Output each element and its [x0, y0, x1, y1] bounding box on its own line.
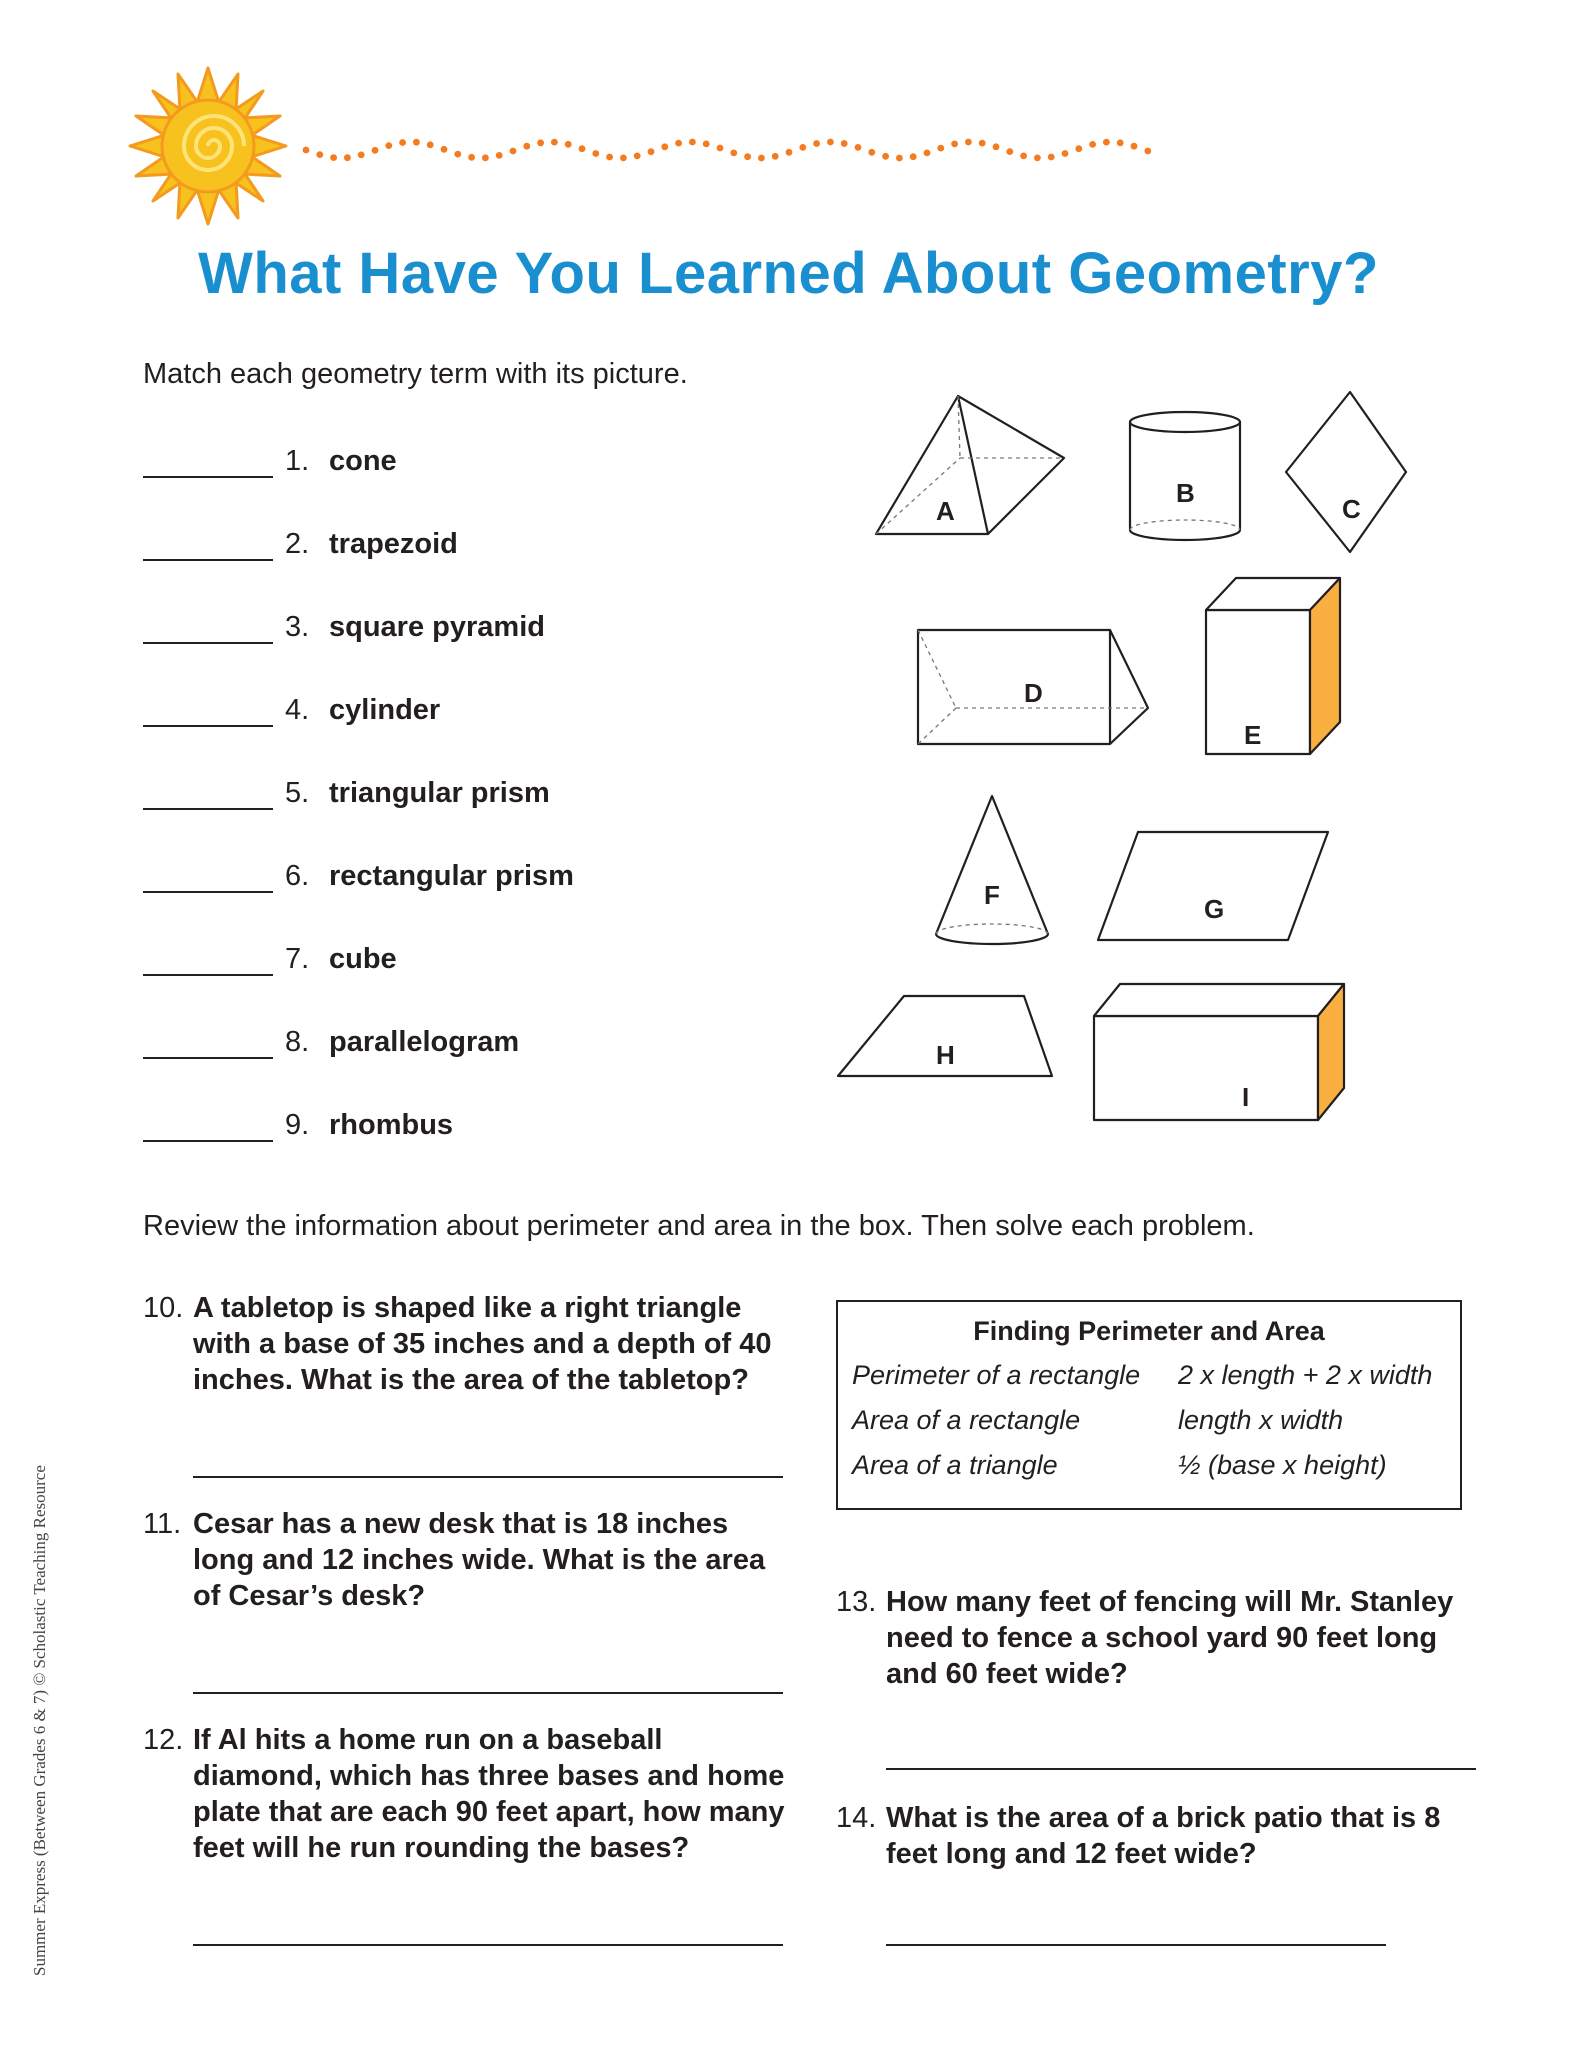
- term-row-5: [143, 770, 550, 810]
- term-word: rectangular prism: [329, 860, 574, 892]
- formula-label: Area of a triangle: [852, 1450, 1058, 1480]
- term-number: 1.: [285, 445, 310, 477]
- question-number: 10.: [143, 1292, 184, 1324]
- cone-shape-f: [936, 796, 1048, 944]
- decorative-dot: [1048, 154, 1055, 161]
- decorative-dot: [937, 145, 944, 152]
- term-number: 4.: [285, 694, 310, 726]
- decorative-dot: [330, 154, 337, 161]
- question-number: 13.: [836, 1586, 877, 1618]
- decorative-dot: [537, 139, 544, 146]
- shape-label-b: B: [1176, 478, 1195, 508]
- term-number: 6.: [285, 860, 310, 892]
- decorative-dot: [1131, 143, 1138, 150]
- decorative-dot: [717, 145, 724, 152]
- decorative-dot: [730, 150, 737, 157]
- decorative-dot: [841, 140, 848, 147]
- shape-label-h: H: [936, 1040, 955, 1070]
- term-number: 5.: [285, 777, 310, 809]
- decorative-dot: [606, 154, 613, 161]
- term-row-1: [143, 438, 397, 478]
- decorative-dot: [868, 149, 875, 156]
- decorative-dot: [855, 144, 862, 151]
- question-number: 12.: [143, 1724, 184, 1756]
- decorative-dot: [993, 143, 1000, 150]
- formula-label: Perimeter of a rectangle: [852, 1360, 1141, 1390]
- decorative-dot: [551, 139, 558, 146]
- sun-icon: [128, 66, 288, 226]
- decorative-dot: [1103, 139, 1110, 146]
- term-row-2: [143, 521, 458, 561]
- decorative-dot: [372, 147, 379, 154]
- decorative-dot: [689, 139, 696, 146]
- question-text: What is the area of a brick patio that is 8 feet long and 12 feet wide?: [886, 1802, 1441, 1870]
- shape-label-d: D: [1024, 678, 1043, 708]
- shape-label-g: G: [1204, 894, 1225, 924]
- term-word: square pyramid: [329, 611, 545, 643]
- decorative-dot: [427, 141, 434, 148]
- term-number: 2.: [285, 528, 310, 560]
- shape-label-f: F: [984, 880, 1000, 910]
- question-number: 11.: [143, 1508, 182, 1540]
- term-row-8: [143, 1019, 519, 1059]
- decorative-dot: [592, 150, 599, 157]
- formula-value: 2 x length + 2 x width: [1178, 1360, 1433, 1390]
- decorative-dot: [482, 154, 489, 161]
- answer-line-11[interactable]: [193, 1692, 783, 1694]
- decorative-dot: [523, 143, 530, 150]
- decorative-dot: [827, 139, 834, 146]
- decorative-dot: [399, 139, 406, 146]
- question-10: [143, 1290, 783, 1410]
- term-row-3: [143, 604, 545, 644]
- page-title: What Have You Learned About Geometry?: [198, 241, 1379, 306]
- decorative-dot: [358, 152, 365, 159]
- decorative-dot: [799, 144, 806, 151]
- decorative-dot: [703, 141, 710, 148]
- term-word: cube: [329, 943, 397, 975]
- decorative-dot: [454, 151, 461, 158]
- answer-blank-3[interactable]: [143, 612, 273, 644]
- question-number: 14.: [836, 1802, 877, 1834]
- answer-line-12[interactable]: [193, 1944, 783, 1946]
- decorative-dot: [951, 141, 958, 148]
- decorative-dot: [620, 155, 627, 162]
- term-row-6: [143, 853, 574, 893]
- cube-shape-e: [1206, 578, 1360, 754]
- term-row-4: [143, 687, 440, 727]
- dotted-wave-decoration: [300, 130, 1170, 170]
- decorative-dot: [910, 153, 917, 160]
- answer-blank-9[interactable]: [143, 1110, 273, 1142]
- decorative-dot: [924, 150, 931, 157]
- answer-line-10[interactable]: [193, 1476, 783, 1478]
- copyright-credit: Summer Express (Between Grades 6 & 7) © Scholastic Teaching Resource: [30, 1465, 49, 1976]
- decorative-dot: [896, 155, 903, 162]
- shape-label-e: E: [1244, 720, 1262, 750]
- decorative-dot: [772, 153, 779, 160]
- cylinder-shape-b: [1130, 412, 1240, 540]
- problems-instructions: Review the information about perimeter and area in the box. Then solve each problem.: [143, 1210, 1255, 1242]
- square-pyramid-shape-a: [876, 396, 1064, 534]
- answer-blank-2[interactable]: [143, 529, 273, 561]
- term-word: parallelogram: [329, 1026, 520, 1058]
- decorative-dot: [316, 151, 323, 158]
- rectangular-prism-shape-i: [1094, 984, 1344, 1120]
- answer-blank-8[interactable]: [143, 1027, 273, 1059]
- decorative-dot: [786, 149, 793, 156]
- question-text: How many feet of fencing will Mr. Stanley need to fence a school yard 90 feet long and 60 feet wide?: [886, 1586, 1454, 1690]
- term-number: 3.: [285, 611, 310, 643]
- shape-label-a: A: [936, 496, 955, 526]
- decorative-dot: [413, 139, 420, 146]
- answer-line-14[interactable]: [886, 1944, 1386, 1946]
- rhombus-shape-c: [1286, 392, 1406, 552]
- question-text: A tabletop is shaped like a right triangle with a base of 35 inches and a depth of 40 inches. What is the area of the tabletop?: [193, 1292, 772, 1396]
- decorative-dot: [882, 153, 889, 160]
- answer-blank-1[interactable]: [143, 446, 273, 478]
- term-number: 9.: [285, 1109, 310, 1141]
- question-13: [836, 1584, 1476, 1704]
- decorative-dot: [1020, 153, 1027, 160]
- decorative-dot: [1144, 148, 1151, 155]
- answer-blank-4[interactable]: [143, 695, 273, 727]
- decorative-dot: [758, 155, 765, 162]
- term-word: cylinder: [329, 694, 441, 726]
- formula-box-title: Finding Perimeter and Area: [973, 1316, 1325, 1346]
- formula-label: Area of a rectangle: [852, 1405, 1081, 1435]
- question-11: [143, 1506, 783, 1626]
- decorative-dot: [1006, 148, 1013, 155]
- decorative-dot: [744, 153, 751, 160]
- decorative-dot: [675, 140, 682, 147]
- decorative-dot: [579, 145, 586, 152]
- question-14: [836, 1800, 1476, 1880]
- question-text: If Al hits a home run on a baseball diamond, which has three bases and home plate that are each 90 feet apart, how many feet will he run rounding the bases?: [193, 1724, 785, 1864]
- decorative-dot: [661, 143, 668, 150]
- shape-label-c: C: [1342, 494, 1361, 524]
- term-number: 8.: [285, 1026, 310, 1058]
- answer-blank-5[interactable]: [143, 778, 273, 810]
- decorative-dot: [344, 154, 351, 161]
- decorative-dot: [510, 148, 517, 155]
- formula-value: ½ (base x height): [1178, 1450, 1387, 1480]
- term-row-7: [143, 936, 397, 976]
- term-number: 7.: [285, 943, 310, 975]
- formula-box: [836, 1300, 1462, 1510]
- decorative-dot: [303, 147, 310, 154]
- answer-blank-7[interactable]: [143, 944, 273, 976]
- decorative-dot: [385, 142, 392, 149]
- term-row-9: [143, 1102, 453, 1142]
- decorative-dot: [813, 140, 820, 147]
- term-word: trapezoid: [329, 528, 458, 560]
- decorative-dot: [1089, 141, 1096, 148]
- decorative-dot: [1034, 155, 1041, 162]
- decorative-dot: [634, 153, 641, 160]
- decorative-dot: [1075, 145, 1082, 152]
- decorative-dot: [648, 148, 655, 155]
- matching-instructions: Match each geometry term with its picture.: [143, 358, 688, 390]
- decorative-dot: [965, 139, 972, 146]
- term-word: cone: [329, 445, 397, 477]
- question-text: Cesar has a new desk that is 18 inches long and 12 inches wide. What is the area of Cesar’s desk?: [193, 1508, 766, 1612]
- shapes-panel: [820, 380, 1440, 1140]
- shape-label-i: I: [1242, 1082, 1250, 1112]
- term-word: rhombus: [329, 1109, 454, 1141]
- decorative-dot: [441, 146, 448, 153]
- question-12: [143, 1722, 793, 1872]
- decorative-dot: [1062, 150, 1069, 157]
- decorative-dot: [565, 141, 572, 148]
- decorative-dot: [496, 152, 503, 159]
- term-word: triangular prism: [329, 777, 550, 809]
- decorative-dot: [468, 154, 475, 161]
- answer-blank-6[interactable]: [143, 861, 273, 893]
- decorative-dot: [979, 140, 986, 147]
- answer-line-13[interactable]: [886, 1768, 1476, 1770]
- formula-value: length x width: [1178, 1405, 1344, 1435]
- decorative-dot: [1117, 139, 1124, 146]
